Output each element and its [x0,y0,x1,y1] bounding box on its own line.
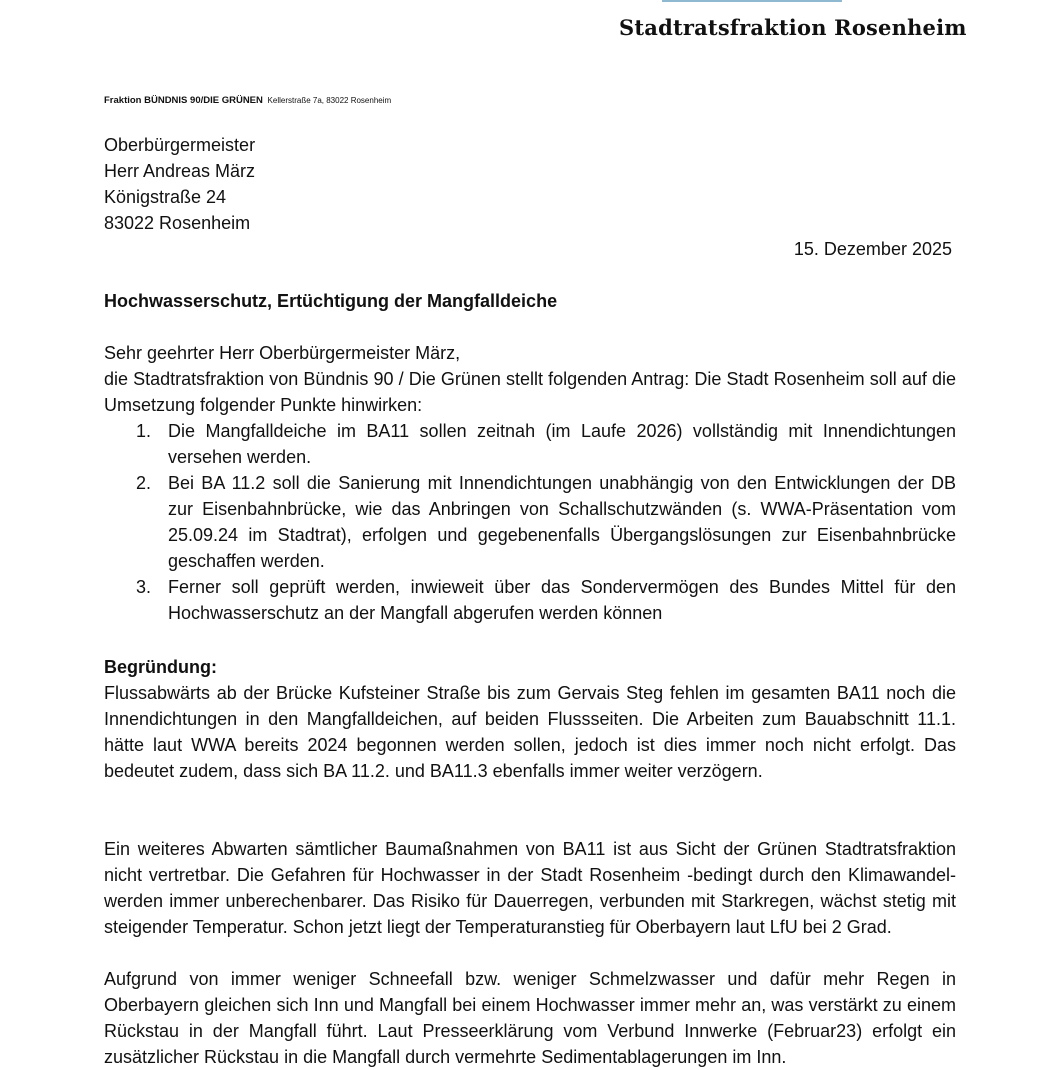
recipient-address [104,132,255,236]
recipient-name: Herr Andreas März [104,161,256,181]
letterhead-accent-rule [662,0,842,2]
reasoning-paragraph: Aufgrund von immer weniger Schneefall bzw. weniger Schmelzwasser und dafür mehr Regen in Oberbayern gleichen sich Inn und Mangfall bei einem Hochwasser immer mehr an, was verstärkt zu einem Rückstau in der Mangfall führt. Laut Presseerklärung vom Verbund Innwerke (Februar23) erfolgt ein zusätzlicher Rückstau in die Mangfall durch vermehrte Sedimentablagerungen im Inn. [104,969,956,1067]
letter-subject: Hochwasserschutz, Ertüchtigung der Mangfalldeiche [104,291,558,311]
reasoning-paragraph: Ein weiteres Abwarten sämtlicher Baumaßnahmen von BA11 ist aus Sicht der Grünen Stadtratsfraktion nicht vertretbar. Die Gefahren für Hochwasser in der Stadt Rosenheim -bedingt durch den Klimawandel- werden immer unberechenbarer. Das Risiko für Dauerregen, verbunden mit Starkregen, wächst stetig mit steigender Temperatur. Schon jetzt liegt der Temperaturanstieg für Oberbayern laut LfU bei 2 Grad. [104,839,956,937]
intro-paragraph: die Stadtratsfraktion von Bündnis 90 / Die Grünen stellt folgenden Antrag: Die Stadt Rosenheim soll auf die Umsetzung folgender Punkte hinwirken: [104,369,956,415]
sender-name: Fraktion BÜNDNIS 90/DIE GRÜNEN [104,95,263,106]
recipient-title: Oberbürgermeister [104,135,256,155]
request-text: Bei BA 11.2 soll die Sanierung mit Innendichtungen unabhängig von den Entwicklungen der DB zur Eisenbahnbrücke, wie das Anbringen von Schallschutzwänden (s. WWA-Präsentation vom 25.09.24 im Stadtrat), erfolgen und gegebenenfalls Übergangslösungen zur Eisenbahnbrücke geschaffen werden. [168,473,956,571]
letter-date: 15. Dezember 2025 [793,239,952,259]
request-number: 2. [136,473,152,493]
request-text: Ferner soll geprüft werden, inwieweit über das Sondervermögen des Bundes Mittel für den Hochwasserschutz an der Mangfall abgerufen werden können [168,577,956,623]
request-number: 1. [136,421,152,441]
request-text: Die Mangfalldeiche im BA11 sollen zeitnah (im Laufe 2026) vollständig mit Innendichtungen versehen werden. [168,421,956,467]
request-item [104,574,956,626]
salutation: Sehr geehrter Herr Oberbürgermeister März, [104,343,461,363]
request-list [104,418,956,626]
request-item [104,418,956,470]
request-item [104,470,956,574]
sender-return-address [104,95,391,106]
sender-address: Kellerstraße 7a, 83022 Rosenheim [267,96,392,105]
reasoning-paragraph: Flussabwärts ab der Brücke Kufsteiner Straße bis zum Gervais Steg fehlen im gesamten BA11 noch die Innendichtungen in den Mangfalldeichen, auf beiden Flussseiten. Die Arbeiten zum Bauabschnitt 11.1. hätte laut WWA bereits 2024 begonnen werden sollen, jedoch ist dies immer noch nicht erfolgt. Das bedeutet zudem, dass sich BA 11.2. und BA11.3 ebenfalls immer weiter verzögern. [104,683,956,781]
recipient-city: 83022 Rosenheim [104,213,251,233]
reasoning-heading: Begründung: [104,657,217,677]
letterhead-title: Stadtratsfraktion Rosenheim [619,15,967,40]
recipient-street: Königstraße 24 [104,187,227,207]
request-number: 3. [136,577,152,597]
